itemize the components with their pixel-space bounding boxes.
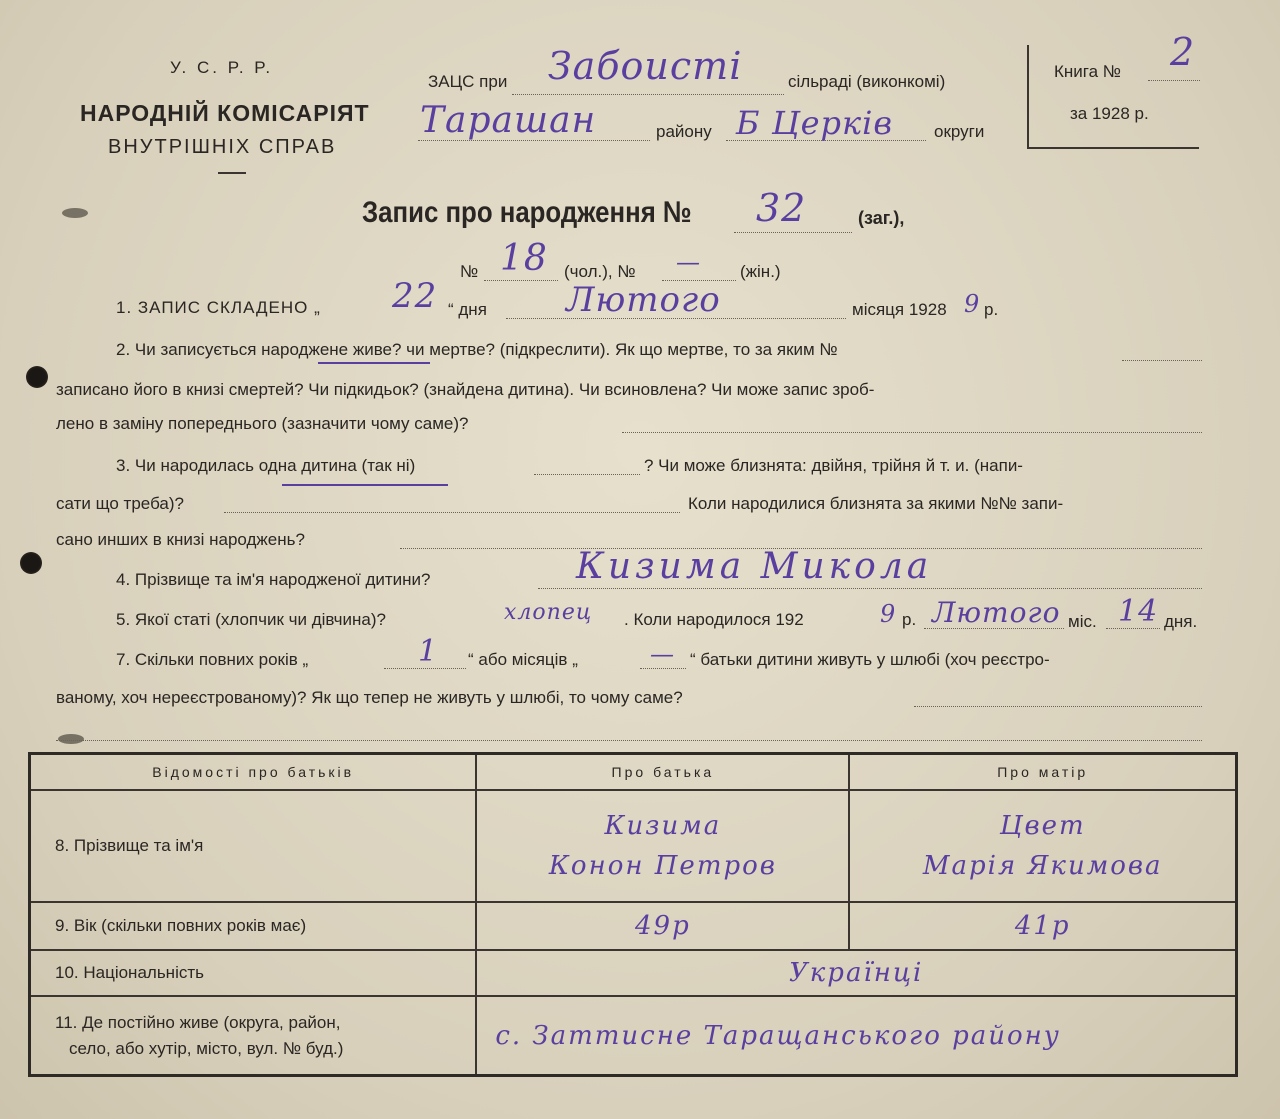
nationality-cell — [476, 950, 1236, 996]
q5-month-label: міс. — [1068, 612, 1097, 631]
book-number-line — [1148, 80, 1200, 81]
female-number-value: — — [676, 248, 701, 276]
book-year: за 1928 р. — [1070, 104, 1149, 123]
table-row-age — [30, 902, 1237, 950]
header-divider — [218, 172, 246, 174]
punch-hole-top — [26, 366, 48, 388]
mother-name-cell — [849, 790, 1236, 902]
q2-underline — [318, 362, 430, 364]
residence-cell — [476, 996, 1236, 1076]
mother-given-name: Марія Якимова — [922, 851, 1163, 881]
residence-label-line1: 11. Де постійно живе (округа, район, — [55, 1012, 341, 1032]
q3-line2b: Коли народилися близнята за якими №№ запи- — [688, 494, 1064, 513]
father-age — [476, 902, 849, 950]
q5-sex-value: хлопец — [504, 600, 593, 625]
q7-line2-fill — [914, 706, 1202, 707]
header-father: Про батька — [476, 754, 849, 791]
district-label: району — [656, 122, 712, 141]
female-number-label: (жін.) — [740, 262, 781, 281]
q7-years-value: 1 — [418, 634, 439, 669]
q5-year-end: р. — [902, 610, 917, 629]
q5-born-label: . Коли народилося 192 — [624, 610, 804, 629]
q5-month-value: Лютого — [932, 596, 1061, 629]
q1-month-label: місяця 1928 — [852, 300, 947, 319]
q1-month-value: Лютого — [566, 280, 721, 320]
male-number-value: 18 — [500, 238, 548, 279]
record-number-value: 32 — [756, 186, 807, 230]
mother-age — [849, 902, 1236, 950]
father-surname: Кизима — [604, 811, 722, 841]
residence-label-line2: село, або хутір, місто, вул. № буд.) — [69, 1038, 344, 1058]
record-number-line — [734, 232, 852, 233]
q1-year-end: р. — [984, 300, 999, 319]
q7-months-line — [640, 668, 686, 669]
q3-line1-fill — [534, 474, 640, 475]
q5-day-label: дня. — [1164, 612, 1198, 631]
q7-line3-fill — [56, 740, 1202, 741]
q1-day-value: 22 — [392, 276, 438, 316]
q7-prefix: 7. Скільки повних років „ — [116, 650, 309, 669]
okrug-label: округи — [934, 122, 985, 141]
book-label: Книга № — [1054, 62, 1122, 81]
q5-year-correction: 9 — [880, 600, 897, 628]
header-parents-info: Відомості про батьків — [30, 754, 477, 791]
ink-mark — [58, 734, 84, 744]
q3-line1b: ? Чи може близнята: двійня, трійня й т. и. (напи- — [644, 456, 1023, 475]
book-number-value: 2 — [1170, 30, 1196, 74]
q3-handwritten-dash — [282, 484, 448, 486]
q3-line2: сати що треба)? — [56, 494, 184, 513]
mother-age-value: 41р — [1014, 911, 1071, 941]
ink-mark — [62, 208, 88, 218]
punch-hole-bottom — [20, 552, 42, 574]
q7-mid: “ або місяців „ — [468, 650, 578, 669]
zags-suffix: сільраді (виконкомі) — [788, 72, 946, 91]
parents-table — [28, 752, 1238, 1077]
row-nationality-label: 10. Національність — [30, 950, 477, 996]
table-header-row — [30, 754, 1237, 791]
q5-day-value: 14 — [1118, 594, 1159, 629]
q2-line3: лено в заміну попереднього (зазначити чому саме)? — [56, 414, 469, 433]
nationality-value: Українці — [788, 958, 924, 988]
q3-line2-fill — [224, 512, 680, 513]
commissariat-subtitle: ВНУТРІШНІХ СПРАВ — [108, 136, 337, 158]
table-row-name — [30, 790, 1237, 902]
q3-line3: сано инших в книзі народжень? — [56, 530, 305, 549]
q2-line3-fill — [622, 432, 1202, 433]
district-value: Тарашан — [420, 100, 597, 141]
q4-label: 4. Прізвище та ім'я народженої дитини? — [116, 570, 431, 589]
residence-value: с. Заттисне Таращанського району — [495, 1020, 1061, 1051]
table-row-residence — [30, 996, 1237, 1076]
zags-village-value: Забоисті — [548, 44, 743, 88]
male-number-prefix: № — [460, 262, 479, 281]
row-residence-label — [30, 996, 477, 1076]
ussr-label: У. С. Р. Р. — [170, 58, 274, 77]
okrug-value: Б Церків — [736, 104, 893, 142]
q3-line1: 3. Чи народилась одна дитина (так ні) — [116, 456, 416, 475]
father-given-name: Конон Петров — [548, 851, 777, 881]
q7-months-value: — — [650, 640, 675, 668]
male-number-line — [484, 280, 558, 281]
zags-village-line — [512, 94, 784, 95]
row-name-label: 8. Прізвище та ім'я — [30, 790, 477, 902]
q2-line1-fill — [1122, 360, 1202, 361]
q7-suffix: “ батьки дитини живуть у шлюбі (хоч реєстро- — [690, 650, 1050, 669]
father-name-cell — [476, 790, 849, 902]
q2-line1: 2. Чи записується народжене живе? чи мертве? (підкреслити). Як що мертве, то за яким № — [116, 340, 838, 359]
q1-prefix: 1. ЗАПИС СКЛАДЕНО „ — [116, 298, 321, 317]
record-title-suffix: (заг.), — [858, 208, 905, 228]
q4-line — [538, 588, 1202, 589]
row-age-label: 9. Вік (скільки повних років має) — [30, 902, 477, 950]
q1-day-label: “ дня — [448, 300, 487, 319]
table-row-nationality — [30, 950, 1237, 996]
male-number-label: (чол.), № — [564, 262, 636, 281]
q2-line2: записано його в книзі смертей? Чи підкидьок? (знайдена дитина). Чи всиновлена? Чи може запис зроб- — [56, 380, 875, 399]
q5-label: 5. Якої статі (хлопчик чи дівчина)? — [116, 610, 386, 629]
mother-surname: Цвет — [999, 811, 1086, 841]
zags-prefix: ЗАЦС при — [428, 72, 508, 91]
q7-line2: ваному, хоч нереєстрованому)? Як що тепер не живуть у шлюбі, то чому саме? — [56, 688, 683, 707]
q4-child-name: Кизима Микола — [576, 546, 933, 587]
father-age-value: 49р — [635, 911, 691, 941]
commissariat-title: НАРОДНІЙ КОМІСАРІЯТ — [80, 100, 370, 126]
record-title: Запис про народження № — [362, 196, 692, 229]
header-mother: Про матір — [849, 754, 1236, 791]
q1-year-correction: 9 — [964, 290, 981, 318]
